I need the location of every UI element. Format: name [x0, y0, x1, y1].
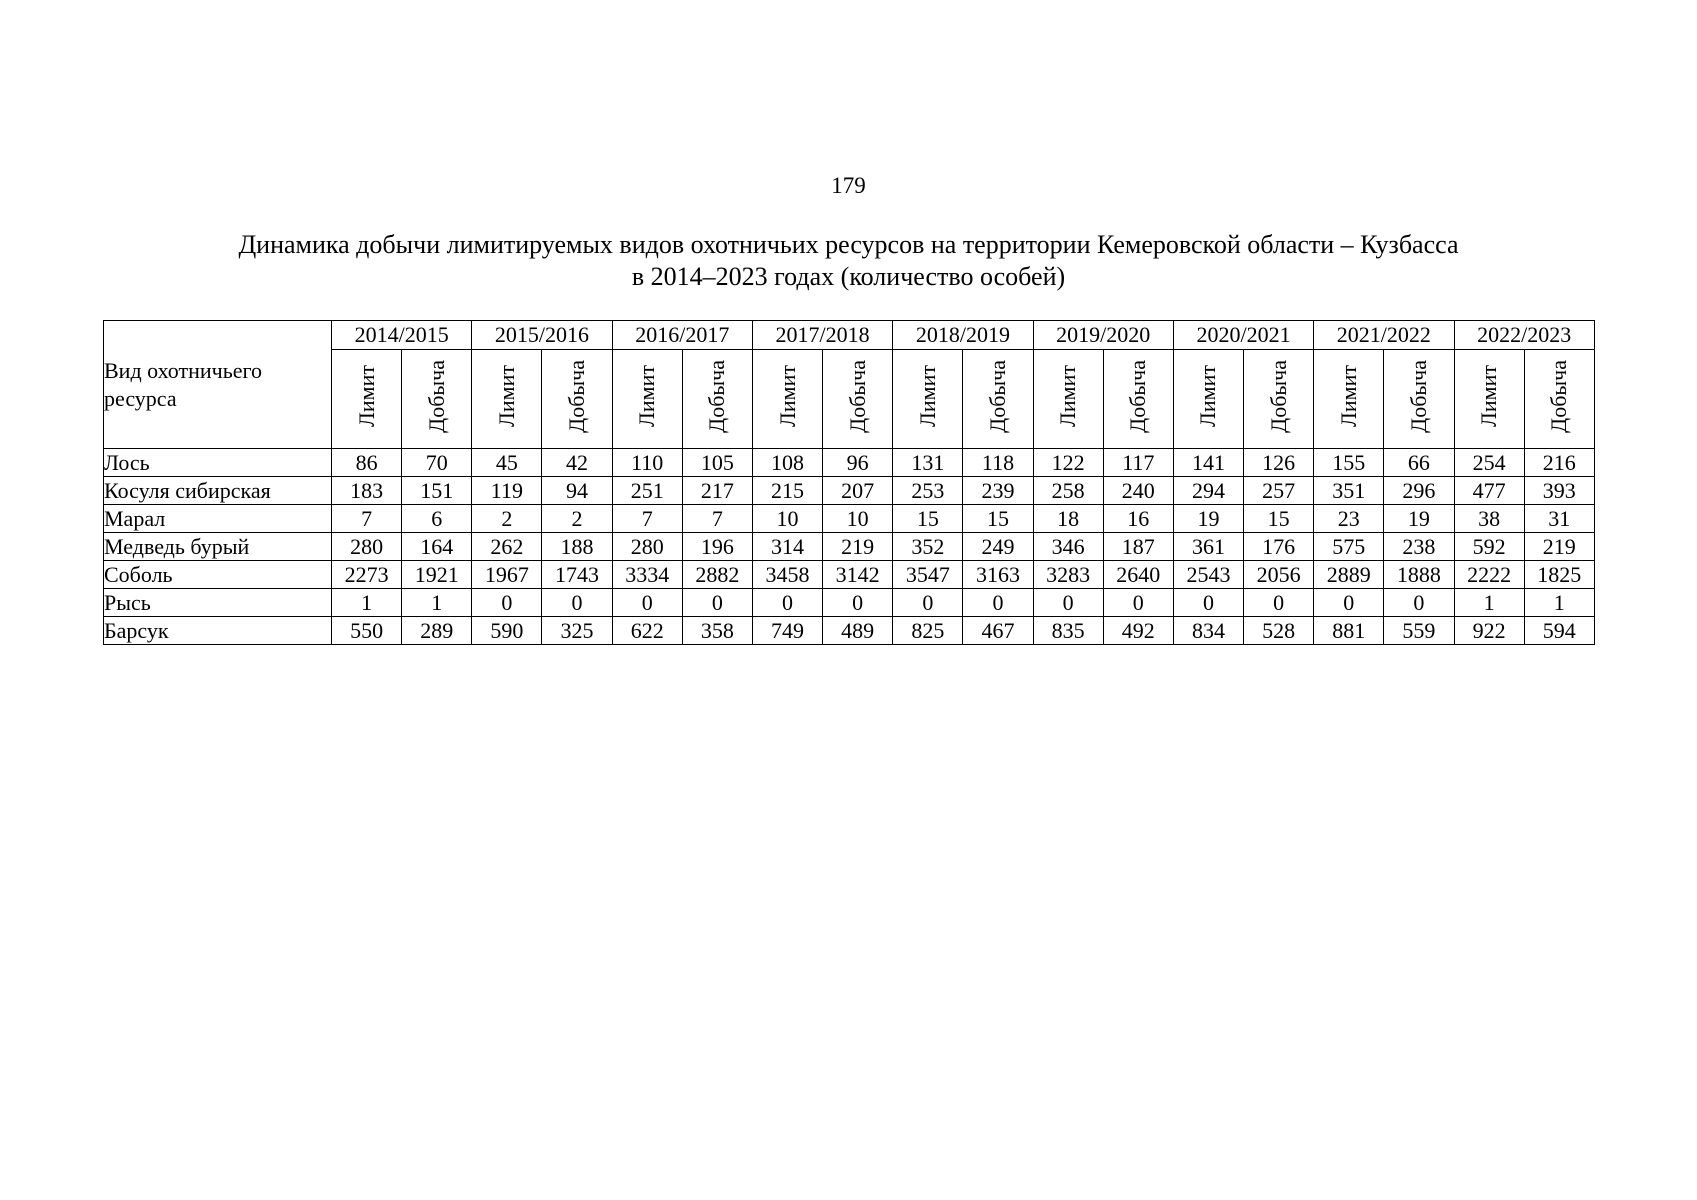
- limit-cell: 3547: [893, 561, 963, 589]
- harvest-cell: 257: [1244, 477, 1314, 505]
- table-row: [104, 533, 1595, 561]
- harvest-cell: 188: [542, 533, 612, 561]
- limit-header-label: Лимит: [493, 364, 519, 427]
- species-column-header: Вид охотничьего ресурса: [104, 321, 332, 449]
- limit-cell: 825: [893, 617, 963, 645]
- harvest-cell: 3163: [963, 561, 1033, 589]
- harvest-header: [823, 350, 893, 449]
- limit-cell: 122: [1033, 449, 1103, 477]
- limit-cell: 262: [472, 533, 542, 561]
- limit-cell: 881: [1314, 617, 1384, 645]
- limit-cell: 23: [1314, 505, 1384, 533]
- harvest-cell: 217: [682, 477, 752, 505]
- limit-cell: 294: [1173, 477, 1243, 505]
- limit-cell: 592: [1454, 533, 1524, 561]
- species-cell: Марал: [104, 505, 332, 533]
- limit-cell: 835: [1033, 617, 1103, 645]
- limit-header: [893, 350, 963, 449]
- table-row: [104, 477, 1595, 505]
- limit-cell: 251: [612, 477, 682, 505]
- harvest-header-label: Добыча: [984, 359, 1010, 433]
- limit-cell: 183: [332, 477, 402, 505]
- limit-cell: 0: [472, 589, 542, 617]
- limit-cell: 2222: [1454, 561, 1524, 589]
- limit-cell: 2543: [1173, 561, 1243, 589]
- limit-cell: 19: [1173, 505, 1243, 533]
- limit-header-label: Лимит: [353, 364, 379, 427]
- harvest-cell: 0: [542, 589, 612, 617]
- harvest-cell: 1921: [402, 561, 472, 589]
- season-header: 2022/2023: [1454, 321, 1594, 350]
- harvest-header: [682, 350, 752, 449]
- harvest-header-label: Добыча: [1265, 359, 1291, 433]
- limit-header: [612, 350, 682, 449]
- harvest-cell: 358: [682, 617, 752, 645]
- species-cell: Лось: [104, 449, 332, 477]
- harvest-cell: 296: [1384, 477, 1454, 505]
- limit-cell: 1: [332, 589, 402, 617]
- limit-cell: 45: [472, 449, 542, 477]
- harvest-cell: 240: [1103, 477, 1173, 505]
- harvest-header-label: Добыча: [564, 359, 590, 433]
- harvest-cell: 2882: [682, 561, 752, 589]
- limit-cell: 361: [1173, 533, 1243, 561]
- limit-header-label: Лимит: [914, 364, 940, 427]
- limit-cell: 749: [752, 617, 822, 645]
- harvest-cell: 19: [1384, 505, 1454, 533]
- harvest-cell: 126: [1244, 449, 1314, 477]
- harvest-cell: 16: [1103, 505, 1173, 533]
- limit-cell: 253: [893, 477, 963, 505]
- harvest-cell: 15: [1244, 505, 1314, 533]
- table-row: [104, 561, 1595, 589]
- harvest-cell: 15: [963, 505, 1033, 533]
- limit-cell: 7: [332, 505, 402, 533]
- season-header: 2021/2022: [1314, 321, 1454, 350]
- species-cell: Косуля сибирская: [104, 477, 332, 505]
- harvest-cell: 528: [1244, 617, 1314, 645]
- limit-cell: 550: [332, 617, 402, 645]
- harvest-cell: 117: [1103, 449, 1173, 477]
- harvest-cell: 207: [823, 477, 893, 505]
- harvest-cell: 7: [682, 505, 752, 533]
- harvest-cell: 70: [402, 449, 472, 477]
- limit-cell: 10: [752, 505, 822, 533]
- page-number: 179: [831, 173, 866, 198]
- harvest-cell: 151: [402, 477, 472, 505]
- harvest-header-label: Добыча: [1405, 359, 1431, 433]
- limit-cell: 280: [332, 533, 402, 561]
- limit-header-label: Лимит: [1335, 364, 1361, 427]
- species-cell: Барсук: [104, 617, 332, 645]
- harvest-cell: 118: [963, 449, 1033, 477]
- harvest-header-label: Добыча: [844, 359, 870, 433]
- harvest-cell: 196: [682, 533, 752, 561]
- limit-cell: 622: [612, 617, 682, 645]
- limit-cell: 38: [1454, 505, 1524, 533]
- limit-cell: 575: [1314, 533, 1384, 561]
- harvest-cell: 216: [1524, 449, 1594, 477]
- table-body: [104, 449, 1595, 645]
- limit-header: [752, 350, 822, 449]
- limit-header-label: Лимит: [634, 364, 660, 427]
- table-row: [104, 589, 1595, 617]
- harvest-cell: 325: [542, 617, 612, 645]
- harvest-cell: 42: [542, 449, 612, 477]
- limit-cell: 254: [1454, 449, 1524, 477]
- harvest-cell: 6: [402, 505, 472, 533]
- harvest-cell: 1825: [1524, 561, 1594, 589]
- harvest-header: [963, 350, 1033, 449]
- limit-cell: 0: [612, 589, 682, 617]
- harvest-cell: 594: [1524, 617, 1594, 645]
- harvest-cell: 31: [1524, 505, 1594, 533]
- limit-cell: 141: [1173, 449, 1243, 477]
- harvest-cell: 2: [542, 505, 612, 533]
- limit-cell: 15: [893, 505, 963, 533]
- limit-header: [1173, 350, 1243, 449]
- harvest-cell: 238: [1384, 533, 1454, 561]
- harvest-cell: 2640: [1103, 561, 1173, 589]
- harvest-table: [103, 320, 1595, 645]
- harvest-cell: 187: [1103, 533, 1173, 561]
- season-header: 2017/2018: [752, 321, 892, 350]
- harvest-cell: 239: [963, 477, 1033, 505]
- species-cell: Рысь: [104, 589, 332, 617]
- limit-cell: 110: [612, 449, 682, 477]
- limit-cell: 86: [332, 449, 402, 477]
- harvest-cell: 0: [963, 589, 1033, 617]
- limit-header-label: Лимит: [774, 364, 800, 427]
- limit-cell: 108: [752, 449, 822, 477]
- limit-cell: 351: [1314, 477, 1384, 505]
- harvest-header-label: Добыча: [704, 359, 730, 433]
- harvest-cell: 219: [1524, 533, 1594, 561]
- harvest-header: [542, 350, 612, 449]
- harvest-header: [1103, 350, 1173, 449]
- limit-cell: 119: [472, 477, 542, 505]
- harvest-cell: 2056: [1244, 561, 1314, 589]
- limit-header: [1033, 350, 1103, 449]
- limit-cell: 590: [472, 617, 542, 645]
- harvest-cell: 393: [1524, 477, 1594, 505]
- table-row: [104, 449, 1595, 477]
- harvest-header-label: Добыча: [1546, 359, 1572, 433]
- harvest-header: [1384, 350, 1454, 449]
- season-header: 2020/2021: [1173, 321, 1313, 350]
- limit-header: [1314, 350, 1384, 449]
- limit-header-label: Лимит: [1476, 364, 1502, 427]
- limit-cell: 131: [893, 449, 963, 477]
- harvest-cell: 0: [1244, 589, 1314, 617]
- limit-cell: 215: [752, 477, 822, 505]
- limit-header: [332, 350, 402, 449]
- harvest-cell: 467: [963, 617, 1033, 645]
- limit-cell: 3283: [1033, 561, 1103, 589]
- harvest-cell: 289: [402, 617, 472, 645]
- harvest-cell: 249: [963, 533, 1033, 561]
- harvest-cell: 96: [823, 449, 893, 477]
- limit-cell: 0: [1033, 589, 1103, 617]
- limit-cell: 477: [1454, 477, 1524, 505]
- limit-cell: 346: [1033, 533, 1103, 561]
- harvest-header: [1244, 350, 1314, 449]
- limit-cell: 922: [1454, 617, 1524, 645]
- limit-cell: 2273: [332, 561, 402, 589]
- species-cell: Соболь: [104, 561, 332, 589]
- harvest-cell: 0: [823, 589, 893, 617]
- limit-cell: 0: [1173, 589, 1243, 617]
- harvest-cell: 492: [1103, 617, 1173, 645]
- document-title: [0, 229, 1697, 293]
- harvest-header: [1524, 350, 1594, 449]
- harvest-cell: 3142: [823, 561, 893, 589]
- harvest-cell: 1: [402, 589, 472, 617]
- season-header: 2015/2016: [472, 321, 612, 350]
- harvest-header: [402, 350, 472, 449]
- harvest-cell: 1888: [1384, 561, 1454, 589]
- harvest-cell: 94: [542, 477, 612, 505]
- limit-cell: 352: [893, 533, 963, 561]
- table-row: [104, 617, 1595, 645]
- limit-header-label: Лимит: [1195, 364, 1221, 427]
- limit-cell: 0: [1314, 589, 1384, 617]
- limit-header: [472, 350, 542, 449]
- harvest-cell: 0: [1103, 589, 1173, 617]
- limit-cell: 0: [893, 589, 963, 617]
- harvest-header-label: Добыча: [1125, 359, 1151, 433]
- harvest-cell: 176: [1244, 533, 1314, 561]
- limit-cell: 3334: [612, 561, 682, 589]
- harvest-cell: 1743: [542, 561, 612, 589]
- limit-cell: 155: [1314, 449, 1384, 477]
- season-header-row: [104, 321, 1595, 350]
- limit-cell: 0: [752, 589, 822, 617]
- season-header: 2019/2020: [1033, 321, 1173, 350]
- season-header: 2018/2019: [893, 321, 1033, 350]
- limit-cell: 834: [1173, 617, 1243, 645]
- harvest-header-label: Добыча: [423, 359, 449, 433]
- title-line-2: в 2014–2023 годах (количество особей): [631, 262, 1066, 291]
- harvest-cell: 105: [682, 449, 752, 477]
- harvest-cell: 66: [1384, 449, 1454, 477]
- limit-header: [1454, 350, 1524, 449]
- harvest-cell: 489: [823, 617, 893, 645]
- limit-cell: 2: [472, 505, 542, 533]
- harvest-cell: 1: [1524, 589, 1594, 617]
- limit-cell: 2889: [1314, 561, 1384, 589]
- limit-cell: 7: [612, 505, 682, 533]
- limit-cell: 258: [1033, 477, 1103, 505]
- harvest-cell: 219: [823, 533, 893, 561]
- limit-cell: 314: [752, 533, 822, 561]
- table-row: [104, 505, 1595, 533]
- limit-cell: 1967: [472, 561, 542, 589]
- harvest-cell: 0: [1384, 589, 1454, 617]
- limit-header-label: Лимит: [1055, 364, 1081, 427]
- harvest-cell: 0: [682, 589, 752, 617]
- species-cell: Медведь бурый: [104, 533, 332, 561]
- limit-cell: 280: [612, 533, 682, 561]
- limit-cell: 18: [1033, 505, 1103, 533]
- harvest-cell: 559: [1384, 617, 1454, 645]
- season-header: 2016/2017: [612, 321, 752, 350]
- harvest-cell: 164: [402, 533, 472, 561]
- harvest-cell: 10: [823, 505, 893, 533]
- season-header: 2014/2015: [332, 321, 472, 350]
- title-line-1: Динамика добычи лимитируемых видов охотничьих ресурсов на территории Кемеровской области – Кузбасса: [238, 230, 1459, 259]
- limit-cell: 3458: [752, 561, 822, 589]
- limit-cell: 1: [1454, 589, 1524, 617]
